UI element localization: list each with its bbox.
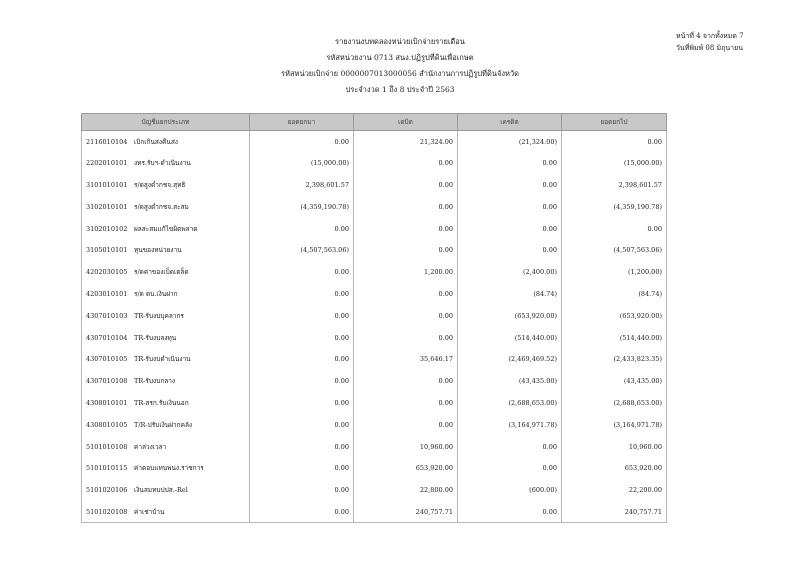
credit-cell: 0.00 bbox=[458, 196, 562, 218]
column-header-credit: เครดิต bbox=[458, 114, 562, 131]
debit-cell: 10,960.00 bbox=[354, 436, 458, 458]
account-code: 4307010103 bbox=[86, 311, 128, 320]
account-cell bbox=[82, 152, 250, 174]
carried-forward-cell: (3,164,971.78) bbox=[562, 414, 667, 436]
account-cell bbox=[82, 239, 250, 261]
account-name: งทร.รับฯ-ดำเนินงาน bbox=[134, 159, 191, 168]
carried-forward-cell: 10,960.00 bbox=[562, 436, 667, 458]
carried-forward-cell: 0.00 bbox=[562, 131, 667, 153]
brought-forward-cell: 2,398,601.57 bbox=[250, 174, 354, 196]
account-cell bbox=[82, 457, 250, 479]
account-code: 5101010108 bbox=[86, 442, 128, 451]
account-code: 2116010104 bbox=[86, 137, 128, 146]
carried-forward-cell: (15,000.00) bbox=[562, 152, 667, 174]
account-cell bbox=[82, 436, 250, 458]
carried-forward-cell: 0.00 bbox=[562, 218, 667, 240]
account-name: ร/ด ดบ.เงินฝาก bbox=[134, 289, 178, 298]
carried-forward-cell: (1,200.00) bbox=[562, 261, 667, 283]
brought-forward-cell: 0.00 bbox=[250, 370, 354, 392]
account-cell bbox=[82, 174, 250, 196]
carried-forward-cell: (514,440.00) bbox=[562, 327, 667, 349]
debit-cell: 0.00 bbox=[354, 327, 458, 349]
table-row bbox=[82, 348, 667, 370]
account-code: 5101020108 bbox=[86, 507, 128, 516]
account-name: เงินสมทบปปส.-Rel bbox=[134, 486, 188, 495]
period-line: ประจำงวด 1 ถึง 8 ประจำปี 2563 bbox=[345, 85, 455, 94]
account-name: ค่าตอบแทนพนง.ราชการ bbox=[134, 464, 204, 473]
table-row bbox=[82, 131, 667, 153]
credit-cell: (2,688,653.00) bbox=[458, 392, 562, 414]
agency-code-line: รหัสหน่วยงาน 0713 สนง.ปฏิรูปที่ดินเพื่อเกษต bbox=[326, 53, 474, 62]
debit-cell: 0.00 bbox=[354, 392, 458, 414]
debit-cell: 240,757.71 bbox=[354, 501, 458, 523]
debit-cell: 0.00 bbox=[354, 239, 458, 261]
credit-cell: 0.00 bbox=[458, 239, 562, 261]
table-row bbox=[82, 436, 667, 458]
brought-forward-cell: 0.00 bbox=[250, 479, 354, 501]
table-row bbox=[82, 196, 667, 218]
table-row bbox=[82, 501, 667, 523]
table-row bbox=[82, 218, 667, 240]
carried-forward-cell: 22,200.00 bbox=[562, 479, 667, 501]
credit-cell: (21,324.00) bbox=[458, 131, 562, 153]
account-name: ผลสะสมแก้ไขผิดพลาด bbox=[134, 224, 198, 233]
brought-forward-cell: 0.00 bbox=[250, 392, 354, 414]
carried-forward-cell: (84.74) bbox=[562, 283, 667, 305]
debit-cell: 0.00 bbox=[354, 370, 458, 392]
debit-cell: 1,200.00 bbox=[354, 261, 458, 283]
table-row bbox=[82, 392, 667, 414]
account-name: ร/ดค่าของเบ็ดเตล็ด bbox=[134, 268, 189, 277]
table-row bbox=[82, 370, 667, 392]
account-name: TR-รับงบกลาง bbox=[134, 377, 176, 386]
account-code: 2202010101 bbox=[86, 159, 128, 168]
disbursement-unit-line: รหัสหน่วยเบิกจ่าย 0000007013000056 สำนักงานการปฏิรูปที่ดินจังหวัด bbox=[280, 69, 520, 78]
column-header-brought-forward: ยอดยกมา bbox=[250, 114, 354, 131]
debit-cell: 0.00 bbox=[354, 152, 458, 174]
account-name: ค่าล่วงเวลา bbox=[134, 442, 167, 451]
account-code: 4203010101 bbox=[86, 289, 128, 298]
account-name: ค่าเช่าบ้าน bbox=[134, 507, 165, 516]
brought-forward-cell: 0.00 bbox=[250, 457, 354, 479]
carried-forward-cell: (43,435.00) bbox=[562, 370, 667, 392]
account-name: TR-รับงบลงทุน bbox=[134, 333, 177, 342]
account-code: 4307010104 bbox=[86, 333, 128, 342]
account-code: 4202030105 bbox=[86, 268, 128, 277]
account-cell bbox=[82, 131, 250, 153]
credit-cell: (84.74) bbox=[458, 283, 562, 305]
table-row bbox=[82, 327, 667, 349]
table-row bbox=[82, 414, 667, 436]
table-row bbox=[82, 283, 667, 305]
account-code: 4308010105 bbox=[86, 420, 128, 429]
report-title: รายงานงบทดลองหน่วยเบิกจ่ายรายเดือน bbox=[335, 37, 465, 46]
account-cell bbox=[82, 479, 250, 501]
brought-forward-cell: 0.00 bbox=[250, 131, 354, 153]
debit-cell: 35,646.17 bbox=[354, 348, 458, 370]
carried-forward-cell: 2,398,601.57 bbox=[562, 174, 667, 196]
account-name: TR-รับงบดำเนินงาน bbox=[134, 355, 191, 364]
account-code: 3102010101 bbox=[86, 202, 128, 211]
credit-cell: 0.00 bbox=[458, 457, 562, 479]
brought-forward-cell: 0.00 bbox=[250, 414, 354, 436]
page-number: หน้าที่ 4 จากทั้งหมด 7 bbox=[676, 32, 744, 40]
account-cell bbox=[82, 392, 250, 414]
account-code: 4307010108 bbox=[86, 377, 128, 386]
brought-forward-cell: 0.00 bbox=[250, 348, 354, 370]
brought-forward-cell: (4,507,563.06) bbox=[250, 239, 354, 261]
account-name: TR-สรก.รับเงินนอก bbox=[134, 398, 189, 407]
account-name: TR-รับงบบุคลากร bbox=[134, 311, 184, 320]
carried-forward-cell: 240,757.71 bbox=[562, 501, 667, 523]
brought-forward-cell: 0.00 bbox=[250, 283, 354, 305]
brought-forward-cell: 0.00 bbox=[250, 305, 354, 327]
brought-forward-cell: (4,359,190.78) bbox=[250, 196, 354, 218]
account-cell bbox=[82, 501, 250, 523]
credit-cell: (3,164,971.78) bbox=[458, 414, 562, 436]
brought-forward-cell: 0.00 bbox=[250, 218, 354, 240]
table-row bbox=[82, 152, 667, 174]
table-row bbox=[82, 174, 667, 196]
credit-cell: (653,920.00) bbox=[458, 305, 562, 327]
print-date: วันที่พิมพ์ 08 มิถุนายน bbox=[676, 44, 743, 52]
account-code: 3101010101 bbox=[86, 180, 128, 189]
column-header-account: บัญชีแยกประเภท bbox=[82, 114, 250, 131]
table-row bbox=[82, 239, 667, 261]
account-code: 4308010101 bbox=[86, 398, 128, 407]
account-cell bbox=[82, 327, 250, 349]
credit-cell: (514,440.00) bbox=[458, 327, 562, 349]
credit-cell: 0.00 bbox=[458, 218, 562, 240]
debit-cell: 21,324.00 bbox=[354, 131, 458, 153]
credit-cell: (2,469,469.52) bbox=[458, 348, 562, 370]
table-header-row bbox=[82, 114, 667, 131]
brought-forward-cell: 0.00 bbox=[250, 327, 354, 349]
debit-cell: 0.00 bbox=[354, 218, 458, 240]
brought-forward-cell: (15,000.00) bbox=[250, 152, 354, 174]
account-name: T/R-ปรับเงินฝากคลัง bbox=[134, 420, 193, 429]
account-code: 5101010115 bbox=[86, 464, 128, 473]
debit-cell: 0.00 bbox=[354, 305, 458, 327]
account-cell bbox=[82, 414, 250, 436]
column-header-debit: เดบิต bbox=[354, 114, 458, 131]
account-code: 4307010105 bbox=[86, 355, 128, 364]
credit-cell: (43,435.00) bbox=[458, 370, 562, 392]
account-code: 5101020106 bbox=[86, 486, 128, 495]
account-cell bbox=[82, 305, 250, 327]
credit-cell: 0.00 bbox=[458, 152, 562, 174]
brought-forward-cell: 0.00 bbox=[250, 436, 354, 458]
table-body bbox=[82, 131, 667, 523]
debit-cell: 22,800.00 bbox=[354, 479, 458, 501]
debit-cell: 653,920.00 bbox=[354, 457, 458, 479]
debit-cell: 0.00 bbox=[354, 196, 458, 218]
credit-cell: (2,400.00) bbox=[458, 261, 562, 283]
credit-cell: 0.00 bbox=[458, 501, 562, 523]
carried-forward-cell: (2,688,653.00) bbox=[562, 392, 667, 414]
table-row bbox=[82, 261, 667, 283]
account-code: 3105010101 bbox=[86, 246, 128, 255]
brought-forward-cell: 0.00 bbox=[250, 261, 354, 283]
account-name: ทุนของหน่วยงาน bbox=[134, 246, 182, 255]
account-cell bbox=[82, 196, 250, 218]
account-code: 3102010102 bbox=[86, 224, 128, 233]
debit-cell: 0.00 bbox=[354, 283, 458, 305]
debit-cell: 0.00 bbox=[354, 414, 458, 436]
account-name: ร/ดสูงต่ำกชจ.สุทธิ bbox=[134, 180, 186, 189]
debit-cell: 0.00 bbox=[354, 174, 458, 196]
account-cell bbox=[82, 283, 250, 305]
column-header-carried-forward: ยอดยกไป bbox=[562, 114, 667, 131]
carried-forward-cell: 653,920.00 bbox=[562, 457, 667, 479]
account-cell bbox=[82, 348, 250, 370]
account-cell bbox=[82, 370, 250, 392]
page-info bbox=[676, 30, 744, 54]
account-name: เบิกเกินส่งคืนส่ง bbox=[134, 137, 178, 146]
account-name: ร/ดสูงต่ำกชจ.สะสม bbox=[134, 202, 189, 211]
brought-forward-cell: 0.00 bbox=[250, 501, 354, 523]
table-row bbox=[82, 305, 667, 327]
credit-cell: (600.00) bbox=[458, 479, 562, 501]
trial-balance-table bbox=[81, 113, 667, 523]
credit-cell: 0.00 bbox=[458, 436, 562, 458]
carried-forward-cell: (4,507,563.06) bbox=[562, 239, 667, 261]
account-cell bbox=[82, 261, 250, 283]
table-row bbox=[82, 479, 667, 501]
table-row bbox=[82, 457, 667, 479]
carried-forward-cell: (4,359,190.78) bbox=[562, 196, 667, 218]
carried-forward-cell: (653,920.00) bbox=[562, 305, 667, 327]
account-cell bbox=[82, 218, 250, 240]
carried-forward-cell: (2,433,823.35) bbox=[562, 348, 667, 370]
credit-cell: 0.00 bbox=[458, 174, 562, 196]
